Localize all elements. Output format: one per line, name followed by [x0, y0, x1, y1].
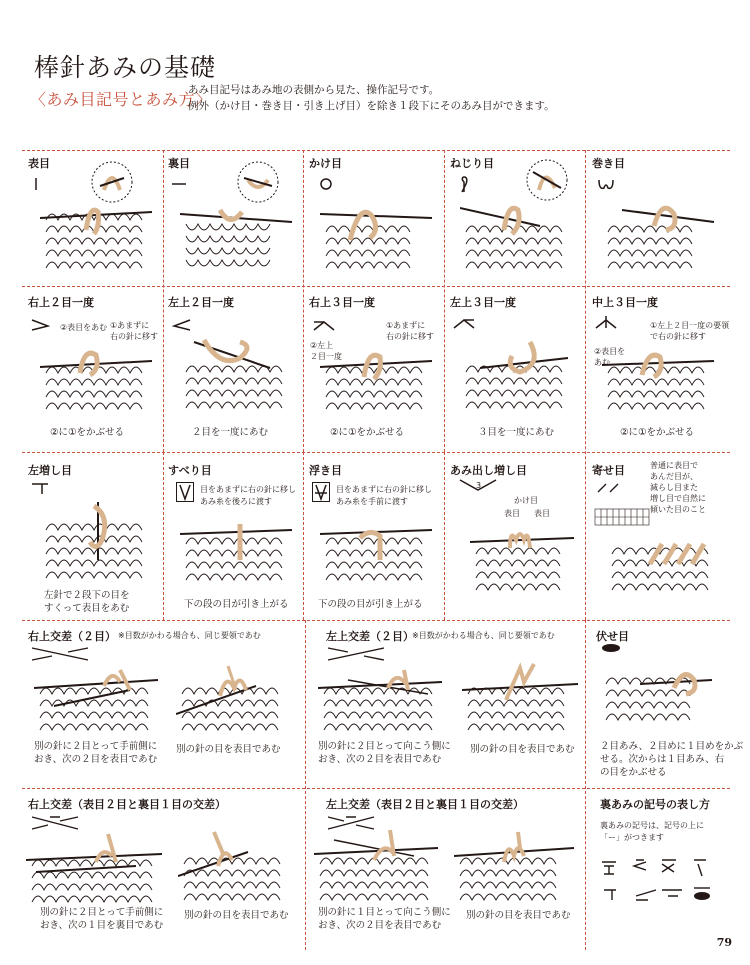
caption-line: 別の針に２目とって手前側に — [40, 907, 164, 918]
note: あみ糸を手前に渡す — [336, 497, 408, 506]
label-makime: 巻き目 — [592, 157, 625, 170]
caption: 別の針の目を表目であむ — [470, 744, 575, 755]
caption — [318, 906, 451, 932]
grid-line — [303, 150, 304, 452]
closeup-circle-icon — [525, 158, 569, 202]
float-stitch-illustration — [320, 520, 435, 586]
twisted-stitch-illustration — [460, 200, 575, 278]
label-fuseme: 伏せ目 — [596, 630, 629, 643]
backward-loop-symbol — [596, 176, 616, 192]
caption-line: 別の針に２目とって向こう側に — [318, 741, 451, 752]
grid-line — [22, 620, 730, 621]
caption: 別の針の目を表目であむ — [176, 744, 281, 755]
note: 目をあまずに右の針に移し — [336, 485, 432, 494]
page-title: 棒針あみの基礎 — [34, 53, 217, 82]
note: ２目一度 — [310, 352, 342, 361]
cable-purl-illustration — [454, 826, 578, 908]
caption-line: おき、次の２目を表目であむ — [34, 754, 158, 765]
note: ①あまずに — [386, 321, 426, 330]
cable-illustration — [318, 660, 448, 740]
cable-purl-illustration — [26, 826, 166, 910]
decrease-illustration — [460, 338, 575, 416]
note: ②表目を — [594, 347, 626, 356]
grid-line — [303, 452, 304, 620]
caption-line: 別の針に２目とって手前側に — [34, 741, 158, 752]
closeup-circle-icon — [90, 160, 134, 204]
left-decrease-symbol — [172, 318, 192, 332]
note: 減らし目また — [650, 483, 698, 492]
cable-illustration — [462, 660, 582, 740]
remark: ※目数がかわる場合も、同じ要領であむ — [412, 631, 555, 640]
caption-line: おき、次の１目を裏目であむ — [40, 920, 164, 931]
caption: ②に①をかぶせる — [50, 427, 125, 438]
grid-line — [305, 620, 306, 950]
slip-stitch-illustration — [180, 520, 295, 586]
cable-purl-illustration — [178, 826, 298, 908]
grid-line — [22, 788, 730, 789]
slanted-stitch-illustration — [606, 534, 721, 596]
bind-off-symbol — [600, 642, 622, 654]
label-nakaue-3me-ichido: 中上３目一度 — [592, 296, 658, 309]
note: ②表目をあむ — [60, 323, 108, 332]
label-hidari-mashime: 左増し目 — [28, 464, 72, 477]
note: 右の針に移す — [386, 332, 434, 341]
yarn-over-illustration — [320, 200, 435, 278]
grid-line — [585, 150, 586, 620]
label-ukime: 浮き目 — [309, 464, 342, 477]
label-migiue-2me-ichido: 右上２目一度 — [28, 296, 94, 309]
label-migiue-kousa: 右上交差（２目） — [28, 630, 116, 643]
intro-line-1: あみ目記号はあみ地の表側から見た、操作記号です。 — [188, 84, 440, 96]
make-stitches-illustration — [470, 520, 575, 598]
caption-line: 左針で２段下の目を — [44, 590, 130, 601]
caption: 別の針の目を表目であむ — [466, 910, 571, 921]
twisted-stitch-symbol — [456, 172, 472, 194]
grid-line — [163, 150, 164, 452]
note: で右の針に移す — [650, 332, 706, 341]
note: ①左上２目一度の要領 — [650, 321, 730, 330]
note: 右の針に移す — [110, 332, 158, 341]
grid-line — [444, 150, 445, 452]
grid-line — [22, 150, 730, 151]
caption: 下の段の目が引き上がる — [318, 599, 423, 610]
caption — [318, 740, 451, 766]
closeup-circle-icon — [236, 160, 280, 204]
label-hidariue-kousa-purl: 左上交差（表目２目と裏目１目の交差） — [326, 798, 524, 811]
knit-stitch-illustration — [40, 200, 155, 278]
label-hidariue-2me-ichido: 左上２目一度 — [168, 296, 234, 309]
note: ①あまずに — [110, 321, 150, 330]
right-double-decrease-symbol — [312, 318, 336, 332]
slip-stitch-symbol — [176, 482, 194, 502]
purl-symbol — [170, 176, 188, 192]
label-ura-kigou: 裏あみの記号の表し方 — [600, 798, 710, 811]
note: あみ糸を後ろに渡す — [200, 497, 272, 506]
intro-text — [188, 82, 648, 114]
section-subtitle: 〈あみ目記号とあみ方〉 — [30, 90, 212, 109]
grid-line — [22, 286, 730, 287]
cable-purl-illustration — [314, 826, 444, 908]
label-nejirime: ねじり目 — [450, 157, 494, 170]
note: 傾いた目のこと — [650, 505, 706, 514]
note: 「ー」がつきます — [600, 833, 664, 842]
decrease-illustration — [602, 345, 717, 417]
label-urame: 裏目 — [168, 157, 190, 170]
note: 表目 — [534, 509, 550, 518]
grid-line — [163, 452, 164, 620]
note: 裏あみの記号は、記号の上に — [600, 821, 704, 830]
increase-illustration — [40, 500, 155, 582]
label-hidariue-3me-ichido: 左上３目一度 — [450, 296, 516, 309]
chart-grid-icon — [594, 508, 650, 526]
count-label: 3 — [476, 481, 482, 490]
caption — [34, 740, 157, 766]
label-omoteme: 表目 — [28, 157, 50, 170]
caption-line: すくって表目をあむ — [44, 603, 130, 614]
grid-line — [585, 620, 586, 950]
intro-line-2: 例外（かけ目・巻き目・引き上げ目）を除き１段下にそのあみ目ができます。 — [188, 100, 555, 112]
yarn-over-symbol — [318, 176, 334, 192]
caption: 下の段の目が引き上がる — [184, 599, 289, 610]
remark: ※目数がかわる場合も、同じ要領であむ — [118, 631, 261, 640]
backward-loop-illustration — [602, 200, 717, 278]
slanted-stitch-symbol — [596, 480, 628, 494]
note: 表目 — [504, 509, 520, 518]
grid-line — [444, 452, 445, 620]
caption-line: おき、次の２目を表目であむ — [318, 920, 442, 931]
caption — [40, 906, 163, 932]
note: あむ — [594, 358, 610, 367]
caption: ②に①をかぶせる — [330, 427, 405, 438]
left-double-decrease-symbol — [452, 316, 476, 330]
purl-stitch-illustration — [180, 200, 295, 278]
label-yoseme: 寄せ目 — [592, 464, 625, 477]
caption: ②に①をかぶせる — [620, 427, 695, 438]
cable-illustration — [34, 660, 164, 740]
caption-line: せる。次からは１目あみ、右 — [600, 754, 725, 765]
page-number: 79 — [716, 936, 732, 949]
caption-line: 別の針に１目とって向こう側に — [318, 907, 451, 918]
note: かけ目 — [514, 496, 538, 505]
caption — [44, 589, 130, 615]
float-stitch-symbol — [312, 482, 330, 502]
label-hidariue-kousa: 左上交差（２目） — [326, 630, 414, 643]
caption: ２目を一度にあむ — [192, 427, 269, 438]
caption-line: おき、次の２目を表目であむ — [318, 754, 442, 765]
right-decrease-symbol — [30, 318, 50, 332]
caption: ３目を一度にあむ — [478, 427, 555, 438]
note: ②左上 — [310, 341, 334, 350]
caption — [600, 740, 743, 779]
note: あんだ目が、 — [650, 472, 698, 481]
note: 増し目で自然に — [650, 494, 706, 503]
left-increase-symbol — [30, 480, 50, 496]
center-double-decrease-symbol — [594, 314, 618, 330]
label-suberime: すべり目 — [168, 464, 212, 477]
grid-line — [22, 452, 730, 453]
label-kakeme: かけ目 — [309, 157, 342, 170]
caption: 別の針の目を表目であむ — [184, 910, 289, 921]
caption-line: の目をかぶせる — [600, 767, 667, 778]
note: 目をあまずに右の針に移し — [200, 485, 296, 494]
caption-line: ２目あみ、２目めに１目めをかぶ — [600, 741, 744, 752]
cable-illustration — [176, 660, 296, 740]
label-migiue-kousa-purl: 右上交差（表目２目と裏目１目の交差） — [28, 798, 226, 811]
note: 普通に表目で — [650, 461, 698, 470]
label-migiue-3me-ichido: 右上３目一度 — [309, 296, 375, 309]
decrease-illustration — [180, 338, 295, 416]
bind-off-illustration — [600, 664, 715, 734]
purl-symbols-icon — [598, 856, 718, 912]
label-amidashi-mashime: あみ出し増し目 — [450, 464, 527, 477]
decrease-illustration — [320, 345, 435, 417]
knit-symbol — [30, 176, 42, 192]
decrease-illustration — [40, 345, 155, 417]
